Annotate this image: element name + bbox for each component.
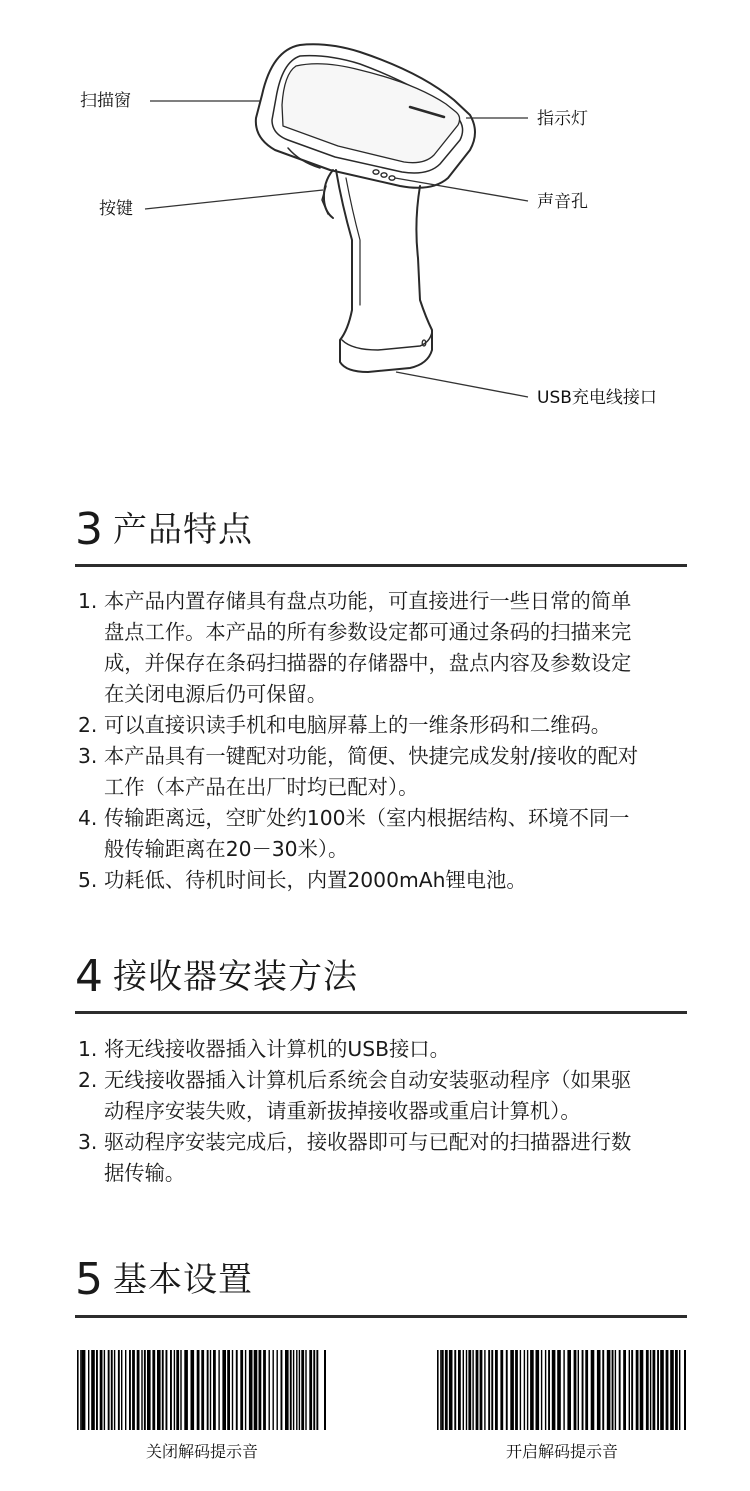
- barcode-bar: [466, 1350, 467, 1430]
- barcode-bar: [118, 1350, 120, 1430]
- barcode-bar: [557, 1350, 561, 1430]
- list-item-index: 1.: [78, 589, 98, 613]
- barcode-bar: [184, 1350, 188, 1430]
- barcode-bar: [273, 1350, 274, 1430]
- section-3-list: [78, 586, 694, 896]
- barcode-bar: [488, 1350, 490, 1430]
- section-3-divider: [75, 564, 687, 567]
- barcode-bar: [305, 1350, 306, 1430]
- barcode-bar: [129, 1350, 131, 1430]
- list-item-index: 5.: [78, 868, 98, 892]
- list-item-index: 4.: [78, 806, 98, 830]
- barcode-bar: [619, 1350, 621, 1430]
- barcode-bar: [597, 1350, 601, 1430]
- list-item-index: 3.: [78, 744, 98, 768]
- barcode-bar: [480, 1350, 483, 1430]
- barcode-bar: [657, 1350, 659, 1430]
- barcode-bar: [108, 1350, 110, 1430]
- scanner-diagram: [0, 0, 750, 440]
- barcode-bar: [454, 1350, 456, 1430]
- barcode-bar: [615, 1350, 616, 1430]
- barcode-bar: [602, 1350, 604, 1430]
- barcode-bar: [591, 1350, 595, 1430]
- section-4-divider: [75, 1011, 687, 1014]
- barcode-bar: [201, 1350, 204, 1430]
- barcode-bar: [472, 1350, 473, 1430]
- barcode-bar: [259, 1350, 262, 1430]
- list-item: [78, 865, 694, 896]
- barcode-bar: [545, 1350, 546, 1430]
- list-item-index: 2.: [78, 713, 98, 737]
- list-item-index: 2.: [78, 1068, 98, 1092]
- barcode-bar: [114, 1350, 115, 1430]
- list-item-line: 本产品内置存储具有盘点功能，可直接进行一些日常的简单: [104, 589, 632, 613]
- list-item: [78, 710, 694, 741]
- barcode-bar: [240, 1350, 243, 1430]
- barcode-bar: [442, 1350, 444, 1430]
- barcode-bar: [180, 1350, 181, 1430]
- section-title: 基本设置: [113, 1260, 253, 1300]
- callout-button: 按键: [99, 199, 133, 219]
- barcode-bar: [290, 1350, 292, 1430]
- barcode-bar: [623, 1350, 626, 1430]
- barcode-bar: [530, 1350, 534, 1430]
- barcode-bar: [299, 1350, 300, 1430]
- list-item-line: 传输距离远，空旷处约100米（室内根据结构、环境不同一: [104, 806, 630, 830]
- barcode-bar: [207, 1350, 209, 1430]
- barcode-bar: [653, 1350, 656, 1430]
- barcode-bar: [104, 1350, 105, 1430]
- barcode-bar: [232, 1350, 233, 1430]
- section-title: 接收器安装方法: [113, 957, 358, 997]
- barcode-bar: [567, 1350, 571, 1430]
- barcode-bar: [574, 1350, 577, 1430]
- barcode-bar: [640, 1350, 644, 1430]
- barcode-bar: [218, 1350, 219, 1430]
- barcode-bar: [281, 1350, 283, 1430]
- barcode-bar: [506, 1350, 508, 1430]
- barcode-bar: [578, 1350, 579, 1430]
- barcode-bar: [263, 1350, 266, 1430]
- barcode-bar: [121, 1350, 122, 1430]
- barcode-bar: [227, 1350, 230, 1430]
- barcode-bar: [293, 1350, 294, 1430]
- barcode-bar: [440, 1350, 442, 1430]
- barcode-bar: [445, 1350, 448, 1430]
- barcode-bar: [111, 1350, 113, 1430]
- barcode-bar: [100, 1350, 103, 1430]
- barcode-bar: [666, 1350, 669, 1430]
- barcode-bar: [166, 1350, 168, 1430]
- barcode-bar: [245, 1350, 246, 1430]
- barcode-bar: [585, 1350, 588, 1430]
- barcode-bar: [510, 1350, 514, 1430]
- list-item: [78, 586, 694, 710]
- barcode-beep-off[interactable]: [77, 1350, 327, 1430]
- barcode-bar: [313, 1350, 315, 1430]
- barcode-bar: [631, 1350, 633, 1430]
- list-item: [78, 1065, 694, 1127]
- list-item-line: 将无线接收器插入计算机的USB接口。: [104, 1037, 450, 1061]
- barcode-bar: [468, 1350, 471, 1430]
- barcode-bar: [437, 1350, 439, 1430]
- barcode-bar: [157, 1350, 161, 1430]
- barcode-bar: [636, 1350, 639, 1430]
- barcode-bar: [147, 1350, 151, 1430]
- list-item-line: 动程序安装失败，请重新拔掉接收器或重启计算机）。: [104, 1099, 581, 1123]
- barcode-bar: [491, 1350, 493, 1430]
- barcode-bar: [524, 1350, 525, 1430]
- callout-indicator: 指示灯: [537, 109, 588, 129]
- barcode-bar: [197, 1350, 200, 1430]
- barcode-bar: [684, 1350, 686, 1430]
- section-number: 3: [75, 504, 103, 555]
- barcode-bar: [174, 1350, 175, 1430]
- barcode-bar: [670, 1350, 674, 1430]
- list-item: [78, 803, 694, 865]
- barcode-bar: [141, 1350, 142, 1430]
- barcode-bar: [296, 1350, 297, 1430]
- barcode-bar: [646, 1350, 649, 1430]
- barcode-bar: [660, 1350, 664, 1430]
- barcode-beep-on[interactable]: [437, 1350, 687, 1430]
- barcode-bar: [137, 1350, 140, 1430]
- section-3-heading: [75, 505, 687, 555]
- barcode-bar: [222, 1350, 226, 1430]
- barcode-bar: [484, 1350, 485, 1430]
- callout-speaker: 声音孔: [537, 192, 588, 212]
- barcode-bar: [80, 1350, 82, 1430]
- barcode-bar: [210, 1350, 211, 1430]
- barcode-bar: [612, 1350, 614, 1430]
- barcode-bar: [249, 1350, 253, 1430]
- barcode-bar: [170, 1350, 172, 1430]
- barcode-bar: [541, 1350, 542, 1430]
- barcode-bar: [144, 1350, 146, 1430]
- list-item-line: 成，并保存在条码扫描器的存储器中，盘点内容及参数设定: [104, 651, 632, 675]
- list-item: [78, 1127, 694, 1189]
- scanner-illustration: [0, 0, 750, 440]
- section-number: 5: [75, 1254, 103, 1305]
- barcode-bar: [629, 1350, 630, 1430]
- barcode-bar: [536, 1350, 540, 1430]
- barcode-bar: [476, 1350, 479, 1430]
- barcode-bar: [675, 1350, 678, 1430]
- barcode-bar: [515, 1350, 518, 1430]
- barcode-label: 关闭解码提示音: [145, 1442, 258, 1461]
- barcode-bar: [650, 1350, 651, 1430]
- list-item: [78, 1034, 694, 1065]
- barcode-bar: [552, 1350, 556, 1430]
- barcode-bar: [458, 1350, 461, 1430]
- barcode-bar: [324, 1350, 326, 1430]
- barcode-bar: [548, 1350, 550, 1430]
- barcode-bar: [277, 1350, 278, 1430]
- list-item-line: 工作（本产品在出厂时均已配对）。: [104, 775, 419, 799]
- barcode-bar: [162, 1350, 164, 1430]
- barcode-bar: [607, 1350, 611, 1430]
- barcode-bar: [563, 1350, 564, 1430]
- barcode-bar: [191, 1350, 195, 1430]
- barcode-bar: [495, 1350, 498, 1430]
- barcode-bar: [285, 1350, 289, 1430]
- barcode-bar: [679, 1350, 680, 1430]
- list-item-line: 无线接收器插入计算机后系统会自动安装驱动程序（如果驱: [104, 1068, 632, 1092]
- callout-usb-port: USB充电线接口: [537, 388, 657, 408]
- barcode-bar: [91, 1350, 95, 1430]
- barcode-bar: [254, 1350, 258, 1430]
- barcode-bar: [213, 1350, 216, 1430]
- barcode-bar: [520, 1350, 521, 1430]
- barcode-bar: [88, 1350, 89, 1430]
- barcode-bar: [463, 1350, 464, 1430]
- barcode-bar: [236, 1350, 238, 1430]
- barcode-bar: [316, 1350, 318, 1430]
- list-item-line: 本产品具有一键配对功能，简便、快捷完成发射/接收的配对: [104, 744, 639, 768]
- barcode-label: 开启解码提示音: [505, 1442, 618, 1461]
- section-number: 4: [75, 951, 103, 1002]
- list-item-line: 盘点工作。本产品的所有参数设定都可通过条码的扫描来完: [104, 620, 632, 644]
- barcode-bar: [125, 1350, 126, 1430]
- list-item-index: 3.: [78, 1130, 98, 1154]
- section-5-divider: [75, 1315, 687, 1318]
- barcode-bar: [500, 1350, 503, 1430]
- barcode-bar: [301, 1350, 304, 1430]
- list-item-line: 可以直接识读手机和电脑屏幕上的一维条形码和二维码。: [104, 713, 612, 737]
- barcode-bar: [132, 1350, 135, 1430]
- barcode-bar: [449, 1350, 453, 1430]
- list-item-line: 据传输。: [104, 1161, 186, 1185]
- callout-scan-window: 扫描窗: [80, 91, 131, 111]
- list-item-index: 1.: [78, 1037, 98, 1061]
- list-item-line: 功耗低、待机时间长，内置2000mAh锂电池。: [104, 868, 527, 892]
- barcode-bar: [527, 1350, 528, 1430]
- barcode-bar: [176, 1350, 179, 1430]
- section-title: 产品特点: [113, 510, 253, 550]
- barcode-bar: [77, 1350, 79, 1430]
- barcode-bar: [309, 1350, 312, 1430]
- list-item-line: 在关闭电源后仍可保留。: [104, 682, 328, 706]
- barcode-bar: [582, 1350, 584, 1430]
- section-4-list: [78, 1034, 694, 1189]
- barcode-bar: [152, 1350, 155, 1430]
- section-4-heading: [75, 952, 687, 1002]
- section-5-heading: [75, 1255, 687, 1305]
- list-item-line: 驱动程序安装完成后，接收器即可与已配对的扫描器进行数: [104, 1130, 632, 1154]
- barcode-bar: [82, 1350, 86, 1430]
- list-item: [78, 741, 694, 803]
- barcode-bar: [96, 1350, 98, 1430]
- barcode-bar: [269, 1350, 270, 1430]
- list-item-line: 般传输距离在20－30米）。: [104, 837, 349, 861]
